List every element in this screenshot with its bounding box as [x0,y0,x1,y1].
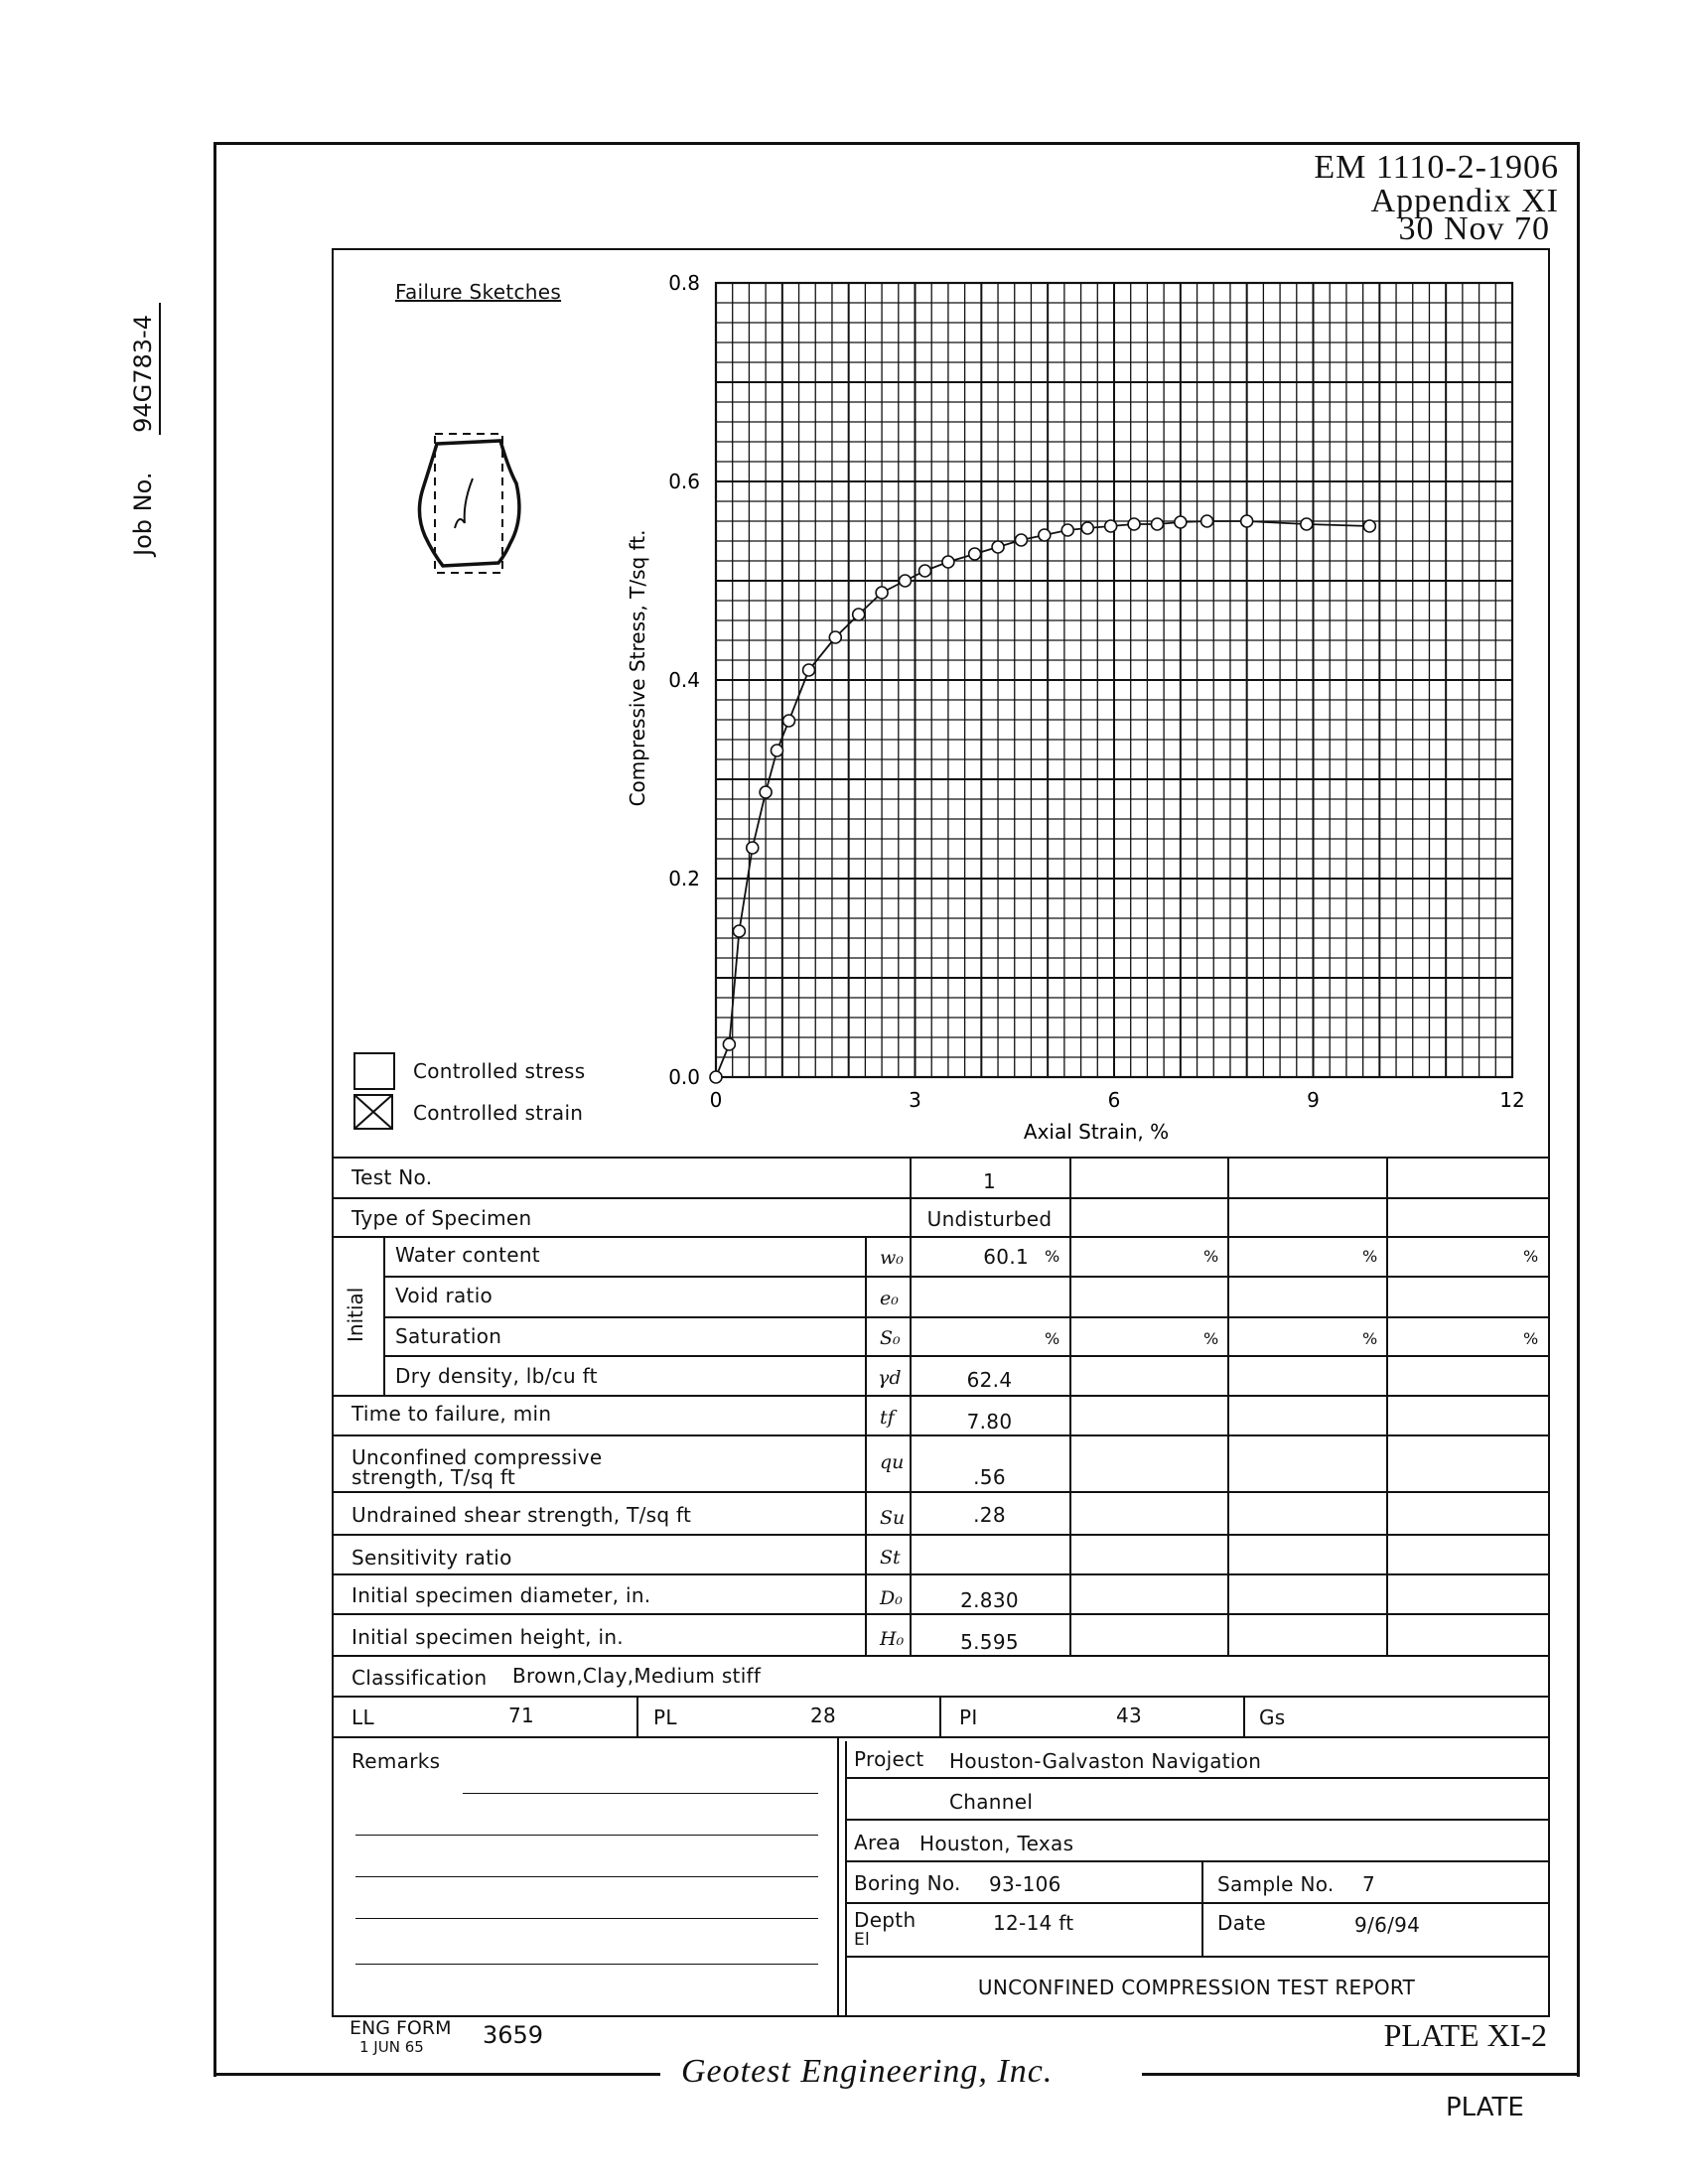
water-unit-3: % [1362,1247,1378,1266]
ll-label: LL [352,1706,374,1729]
shear-label: Undrained shear strength, T/sq ft [352,1503,692,1527]
job-number-block [129,139,169,556]
water-symbol: w₀ [880,1247,904,1269]
gs-label: Gs [1259,1706,1286,1729]
eng-form-date: 1 JUN 65 [359,2038,424,2056]
test-report-form [332,248,1550,2017]
saturation-unit-3: % [1362,1329,1378,1348]
date-label: Date [1217,1911,1267,1935]
x-tick-label: 9 [1307,1088,1320,1112]
water-content-value: 60.1 [983,1245,1029,1269]
time-value: 7.80 [966,1410,1013,1433]
data-point [829,631,841,643]
data-point [853,609,865,620]
remarks-line-1 [463,1793,818,1794]
classification-label: Classification [352,1666,488,1690]
data-point [747,842,759,854]
water-unit-1: % [1045,1247,1060,1266]
project-line-1: Houston-Galvaston Navigation [949,1749,1262,1773]
sensitivity-label: Sensitivity ratio [352,1546,512,1570]
height-label: Initial specimen height, in. [352,1625,624,1649]
data-point [1015,534,1027,546]
data-point [1301,518,1313,530]
data-point [969,548,981,560]
boring-label: Boring No. [854,1871,961,1895]
y-tick-label: 0.6 [668,470,700,493]
data-point [1105,520,1117,532]
shear-symbol: Su [880,1507,906,1529]
data-point [710,1071,722,1083]
plate-label: PLATE XI-2 [1383,2017,1547,2053]
controlled-stress-label: Controlled stress [413,1059,586,1083]
ll-value: 71 [508,1704,535,1727]
date-value: 9/6/94 [1354,1913,1421,1937]
sample-value: 7 [1362,1872,1376,1896]
depth-value: 12-14 ft [993,1911,1074,1935]
controlled-strain-label: Controlled strain [413,1101,584,1125]
y-tick-label: 0.4 [668,668,700,692]
x-tick-label: 0 [709,1088,723,1112]
test-no-label: Test No. [352,1165,433,1189]
pi-value: 43 [1116,1704,1143,1727]
initial-label: Initial [344,1287,367,1342]
data-point [723,1038,735,1050]
pi-label: PI [959,1706,978,1729]
remarks-line-3 [355,1876,818,1877]
data-point [876,587,888,599]
job-label: Job No. [129,472,157,556]
company-name: Geotest Engineering, Inc. [681,2053,1054,2090]
data-point [771,745,782,756]
boring-value: 93-106 [989,1872,1061,1896]
data-point [992,541,1004,553]
data-point [1081,522,1093,534]
y-tick-label: 0.0 [668,1065,700,1089]
water-unit-4: % [1523,1247,1539,1266]
pl-label: PL [653,1706,677,1729]
data-point [1128,518,1140,530]
data-point [803,664,815,676]
diameter-value: 2.830 [960,1588,1019,1612]
ucs-value: .56 [973,1465,1006,1489]
shear-value: .28 [973,1503,1006,1527]
data-point [733,925,745,937]
dry-density-label: Dry density, lb/cu ft [395,1364,598,1388]
water-unit-2: % [1203,1247,1219,1266]
ucs-symbol: qu [880,1451,905,1473]
remarks-line-5 [355,1964,818,1965]
saturation-unit-1: % [1045,1329,1060,1348]
data-point [1039,529,1051,541]
data-point [1241,515,1253,527]
project-line-2: Channel [949,1790,1034,1814]
height-symbol: H₀ [880,1628,905,1650]
ucs-label-2: strength, T/sq ft [352,1465,516,1489]
diameter-symbol: D₀ [880,1587,903,1609]
data-point [1363,520,1375,532]
saturation-symbol: S₀ [880,1327,901,1349]
job-number: 94G783-4 [129,303,161,435]
dry-density-symbol: γd [878,1367,902,1389]
appendix-label: Appendix XI [1370,183,1559,219]
sample-label: Sample No. [1217,1872,1335,1896]
plate-bottom: PLATE [1446,2093,1524,2122]
data-point [1175,516,1187,528]
area-value: Houston, Texas [919,1832,1074,1855]
data-point [760,786,772,798]
x-tick-label: 12 [1499,1088,1525,1112]
data-point [899,575,911,587]
ucs-label-1: Unconfined compressive [352,1445,603,1469]
data-point [783,715,795,727]
remarks-line-2 [355,1835,818,1836]
time-symbol: tf [880,1407,895,1429]
el-label: El [854,1930,871,1950]
y-tick-label: 0.8 [668,271,700,295]
classification-value: Brown,Clay,Medium stiff [512,1664,762,1688]
data-point [919,565,931,577]
eng-form-label: ENG FORM [350,2017,452,2039]
void-symbol: e₀ [880,1288,899,1309]
doc-number: EM 1110-2-1906 [1314,149,1559,186]
failure-sketches-title: Failure Sketches [395,280,562,304]
y-tick-label: 0.2 [668,867,700,890]
test-no-value: 1 [982,1169,997,1193]
remarks-label: Remarks [352,1749,441,1773]
report-title: UNCONFINED COMPRESSION TEST REPORT [977,1976,1416,1999]
data-point [1151,518,1163,530]
saturation-unit-2: % [1203,1329,1219,1348]
data-point [942,556,954,568]
diameter-label: Initial specimen diameter, in. [352,1583,651,1607]
void-ratio-label: Void ratio [395,1284,494,1307]
specimen-value: Undisturbed [926,1207,1053,1231]
water-content-label: Water content [395,1243,540,1267]
specimen-label: Type of Specimen [352,1206,532,1230]
y-axis-label: Compressive Stress, T/sq ft. [626,529,649,807]
project-label: Project [854,1747,924,1771]
pl-value: 28 [810,1704,837,1727]
sensitivity-symbol: St [880,1547,901,1569]
saturation-label: Saturation [395,1324,502,1348]
header-date: 30 Nov 70 [1398,210,1550,247]
depth-label: Depth [854,1908,916,1932]
eng-form-number: 3659 [483,2021,544,2049]
height-value: 5.595 [960,1630,1019,1654]
dry-density-value: 62.4 [966,1368,1013,1392]
x-tick-label: 6 [1107,1088,1121,1112]
saturation-unit-4: % [1523,1329,1539,1348]
x-tick-label: 3 [909,1088,921,1112]
data-point [1061,524,1073,536]
remarks-line-4 [355,1918,818,1919]
x-axis-label: Axial Strain, % [1023,1120,1170,1144]
stress-strain-chart [334,250,1548,1144]
data-point [1201,515,1213,527]
time-label: Time to failure, min [352,1402,552,1426]
area-label: Area [854,1831,902,1854]
